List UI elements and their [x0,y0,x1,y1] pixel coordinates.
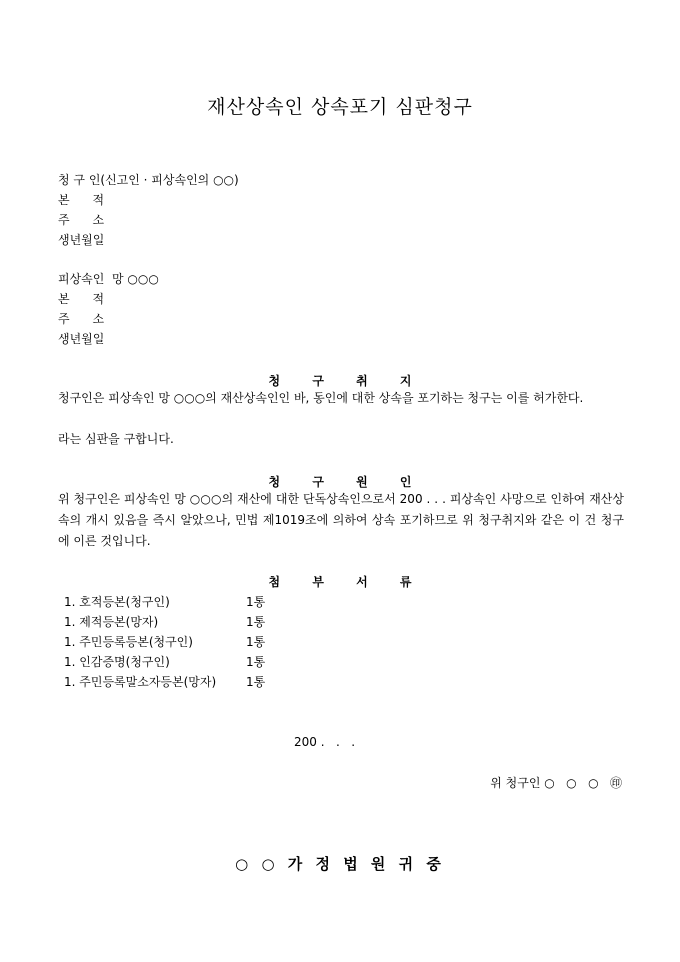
attachment-name: 1. 주민등록등본(청구인) [64,635,193,649]
attachment-name: 1. 주민등록말소자등본(망자) [64,675,217,689]
claimant-heading: 청 구 인(신고인 · 피상속인의 ○○) [58,173,239,187]
cause-text: 위 청구인은 피상속인 망 ○○○의 재산에 대한 단독상속인으로서 200 . . . 피상속인 사망으로 인하여 재산상속의 개시 있음을 즉시 알았으나, 민법 제1019조에 의하여 상속 포기하므로 위 청구취지와 같은 이 건 청구에 이른 것입니다. [58,492,624,548]
attachments-heading: 첨 부 서 류 [268,575,426,589]
attachment-name: 1. 호적등본(청구인) [64,595,170,609]
deceased-domicile-label: 본 적 [58,292,105,306]
purpose-closing: 라는 심판을 구합니다. [58,432,174,446]
claimant-domicile-label: 본 적 [58,193,105,207]
attachment-qty: 1통 [246,615,266,629]
purpose-text: 청구인은 피상속인 망 ○○○의 재산상속인인 바, 동인에 대한 상속을 포기하는 청구는 이를 허가한다. [58,391,584,405]
claimant-address-label: 주 소 [58,213,105,227]
deceased-birth-label: 생년월일 [58,332,105,346]
attachment-name: 1. 인감증명(청구인) [64,655,170,669]
filing-date: 200 . . . [294,735,356,749]
attachment-qty: 1통 [246,595,266,609]
document-title: 재산상속인 상속포기 심판청구 [207,96,473,118]
purpose-heading: 청 구 취 지 [268,374,426,388]
cause-heading: 청 구 원 인 [268,475,426,489]
attachment-name: 1. 제적등본(망자) [64,615,159,629]
attachment-qty: 1통 [246,675,266,689]
claimant-birth-label: 생년월일 [58,233,105,247]
attachment-qty: 1통 [246,635,266,649]
deceased-heading: 피상속인 망 ○○○ [58,272,159,286]
court-addressee: ○ ○ 가 정 법 원 귀 중 [235,855,445,873]
attachment-qty: 1통 [246,655,266,669]
claimant-signature: 위 청구인 ○ ○ ○ ㊞ [490,776,622,790]
deceased-address-label: 주 소 [58,312,105,326]
